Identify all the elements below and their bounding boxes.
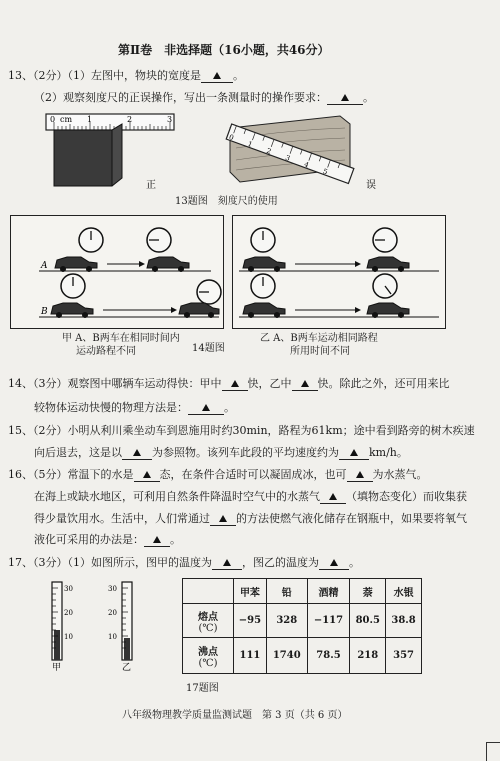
svg-text:20: 20 <box>108 609 117 617</box>
thermometers-figure <box>40 578 170 674</box>
q13-line1: 13、（2分）（1）左图中，物块的宽度是 。 <box>8 69 244 82</box>
svg-text:4: 4 <box>302 160 310 170</box>
clock-icon <box>147 228 171 252</box>
ruler-unit: cm <box>60 115 73 124</box>
car-icon <box>243 257 285 272</box>
q13-blank2[interactable] <box>327 91 363 105</box>
answer-triangle-icon <box>350 449 358 456</box>
table-cell: 38.8 <box>386 604 422 638</box>
q16-line1: 16、（5分）常温下的水是 态，在条件合适时可以凝固成冰，也可 为水蒸气。 <box>8 468 428 481</box>
q13-caption: 13题图 刻度尺的使用 <box>175 196 278 207</box>
clock-icon <box>61 274 85 298</box>
table-cell: 80.5 <box>350 604 386 638</box>
thermo-yi-label: 乙 <box>122 663 132 673</box>
q17-blank2[interactable] <box>319 556 349 570</box>
q15-blank2[interactable] <box>339 446 369 460</box>
q14-caption-left-2: 运动路程不同 <box>76 346 136 357</box>
q16-line4: 液化可采用的办法是： 。 <box>34 533 181 546</box>
q14-caption-mid: 14题图 <box>192 343 225 354</box>
svg-text:10: 10 <box>64 633 73 641</box>
car-icon <box>147 257 189 272</box>
table-row <box>183 638 422 674</box>
car-icon <box>179 303 219 318</box>
q16-line3: 得少量饮用水。生活中，人们常通过 的方法使燃气液化储存在钢瓶中，如果要将氧气 <box>34 512 467 525</box>
q16-blank3[interactable] <box>320 490 346 504</box>
car-icon <box>243 303 285 318</box>
svg-text:10: 10 <box>108 633 117 641</box>
answer-triangle-icon <box>231 380 239 387</box>
table-header: 铅 <box>266 579 307 604</box>
table-cell: −95 <box>234 604 267 638</box>
q14-blank3[interactable] <box>188 401 224 415</box>
q16-blank5[interactable] <box>144 533 170 547</box>
row-label: 沸点 (℃) <box>183 638 234 674</box>
car-icon <box>51 303 93 318</box>
answer-triangle-icon <box>301 380 309 387</box>
table-header: 甲苯 <box>234 579 267 604</box>
svg-text:30: 30 <box>64 585 73 593</box>
thermometer-yi <box>122 582 132 660</box>
table-row <box>183 604 422 638</box>
table-header: 水银 <box>386 579 422 604</box>
q16-blank2[interactable] <box>347 468 373 482</box>
arrow-icon <box>355 261 361 267</box>
ruler-tick-2: 2 <box>127 115 133 124</box>
clock-icon <box>373 274 397 298</box>
page-footer: 八年级物理教学质量监测试题 第 3 页（共 6 页） <box>122 710 348 721</box>
crop-mark <box>486 742 500 761</box>
q13-blank1[interactable] <box>201 69 233 83</box>
table-cell: −117 <box>307 604 350 638</box>
q14-caption-right-1: 乙 A、B两车运动相同路程 <box>260 333 378 344</box>
q14-blank2[interactable] <box>292 377 318 391</box>
label-wrong: 误 <box>366 180 376 191</box>
q14-panel-jia <box>10 215 224 329</box>
table-cell: 1740 <box>266 638 307 674</box>
answer-triangle-icon <box>143 471 151 478</box>
q15-line2: 向后退去，这是以 为参照物。该列车此段的平均速度约为 km/h。 <box>34 446 408 459</box>
q17-line1: 17、（3分）（1）如图所示，图甲的温度为 ，图乙的温度为 。 <box>8 556 360 569</box>
section-title: 第Ⅱ卷 非选择题（16小题，共46分） <box>118 43 330 57</box>
svg-text:5: 5 <box>321 167 329 177</box>
svg-text:30: 30 <box>108 585 117 593</box>
q14-caption-right-2: 所用时间不同 <box>290 346 350 357</box>
q13-part2: （2）观察刻度尺的正误操作，写出一条测量时的操作要求： <box>34 91 327 104</box>
thermo-jia-label: 甲 <box>52 663 62 673</box>
answer-triangle-icon <box>329 493 337 500</box>
svg-text:20: 20 <box>64 609 73 617</box>
svg-text:0: 0 <box>227 133 235 143</box>
ruler-tick-1: 1 <box>87 115 93 124</box>
q13-number: 13、 <box>8 69 33 82</box>
car-icon <box>367 257 409 272</box>
clock-icon <box>79 228 103 252</box>
arrow-icon <box>171 307 177 313</box>
answer-triangle-icon <box>202 404 210 411</box>
car-icon <box>367 303 409 318</box>
ruler-tick-3: 3 <box>167 115 173 124</box>
thermometer-jia <box>52 582 62 660</box>
row-a-label: A <box>41 261 48 271</box>
ruler-figure <box>40 108 390 198</box>
clock-icon <box>251 228 275 252</box>
q17-caption: 17题图 <box>186 683 219 694</box>
q14-line2: 较物体运动快慢的物理方法是： 。 <box>34 401 235 414</box>
answer-triangle-icon <box>330 559 338 566</box>
table-cell: 357 <box>386 638 422 674</box>
answer-triangle-icon <box>223 559 231 566</box>
table-cell: 328 <box>266 604 307 638</box>
answer-triangle-icon <box>341 94 349 101</box>
row-label: 熔点 (℃) <box>183 604 234 638</box>
q14-line1: 14、（3分）观察图中哪辆车运动得快：甲中 快，乙中 快。除此之外，还可用来比 <box>8 377 450 390</box>
q16-blank4[interactable] <box>210 512 236 526</box>
row-b-label: B <box>41 307 48 317</box>
q14-panel-yi <box>232 215 446 329</box>
q16-line2: 在海上或缺水地区，可利用自然条件降温时空气中的水蒸气 （填物态变化）而收集获 <box>34 490 467 503</box>
q13-line2: （2）观察刻度尺的正误操作，写出一条测量时的操作要求： 。 <box>34 91 374 104</box>
answer-triangle-icon <box>133 449 141 456</box>
table-cell: 78.5 <box>307 638 350 674</box>
answer-triangle-icon <box>153 536 161 543</box>
svg-text:2: 2 <box>265 146 273 156</box>
table-header: 萘 <box>350 579 386 604</box>
q15-line1: 15、（2分）小明从利川乘坐动车到恩施用时约30min，路程为61km；途中看到路旁的树木疾速 <box>8 424 475 437</box>
car-icon <box>55 257 97 272</box>
ruler-tick-0: 0 <box>50 115 56 124</box>
svg-text:3: 3 <box>284 153 292 163</box>
clock-icon <box>373 228 397 252</box>
q14-blank1[interactable] <box>222 377 248 391</box>
q15-blank1[interactable] <box>122 446 152 460</box>
table-header: 酒精 <box>307 579 350 604</box>
answer-triangle-icon <box>213 72 221 79</box>
arrow-icon <box>139 261 145 267</box>
label-correct: 正 <box>146 180 156 191</box>
answer-triangle-icon <box>219 515 227 522</box>
svg-text:1: 1 <box>246 140 254 150</box>
melting-boiling-table <box>182 578 422 674</box>
q17-blank1[interactable] <box>212 556 242 570</box>
q13-score: （2分） <box>33 69 68 82</box>
answer-triangle-icon <box>356 471 364 478</box>
q14-caption-left-1: 甲 A、B两车在相同时间内 <box>62 333 180 344</box>
q16-blank1[interactable] <box>134 468 160 482</box>
clock-icon <box>251 274 275 298</box>
table-header-row <box>183 579 422 604</box>
table-cell: 111 <box>234 638 267 674</box>
arrow-icon <box>355 307 361 313</box>
q13-part1: （1）左图中，物块的宽度是 <box>67 69 201 82</box>
table-cell: 218 <box>350 638 386 674</box>
clock-icon <box>197 280 221 304</box>
